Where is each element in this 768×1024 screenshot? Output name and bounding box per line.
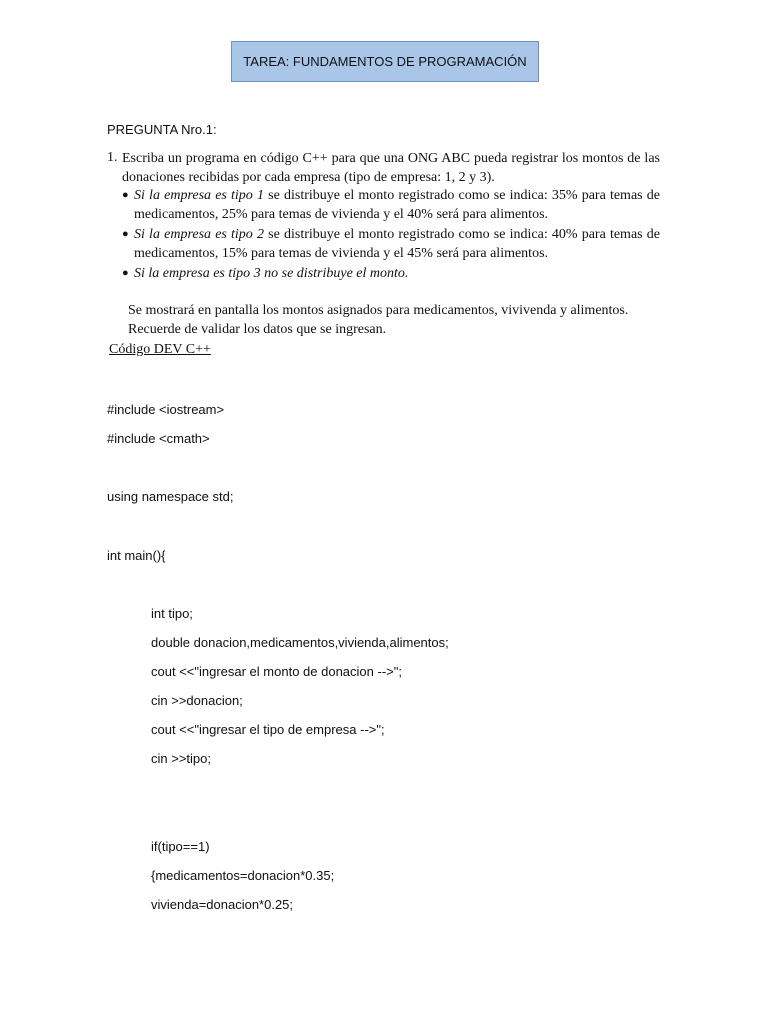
code-line: cout <<"ingresar el monto de donacion -->";	[151, 664, 402, 679]
code-line: int main(){	[107, 548, 166, 563]
bullet-italic: Si la empresa es tipo 1	[134, 188, 264, 203]
code-line: cout <<"ingresar el tipo de empresa -->";	[151, 722, 385, 737]
document-title: TAREA: FUNDAMENTOS DE PROGRAMACIÓN	[243, 54, 527, 69]
code-section-title: Código DEV C++	[109, 342, 211, 357]
code-line: {medicamentos=donacion*0.35;	[151, 868, 335, 883]
bullet-icon: ●	[122, 267, 129, 279]
bullet-italic: Si la empresa es tipo 2	[134, 227, 264, 242]
item-number: 1.	[107, 150, 118, 165]
bullet-item-type2	[134, 225, 660, 263]
note-line-2: Recuerde de validar los datos que se ingresan.	[128, 322, 387, 337]
bullet-italic: Si la empresa es tipo 3 no se distribuye el monto.	[134, 266, 409, 281]
document-title-box	[231, 41, 539, 82]
code-line: cin >>tipo;	[151, 751, 211, 766]
bullet-icon: ●	[122, 228, 129, 240]
question-statement: Escriba un programa en código C++ para que una ONG ABC pueda registrar los montos de las donaciones recibidas por cada empresa (tipo de empresa: 1, 2 y 3).	[122, 151, 660, 185]
bullet-text: se distribuye el monto registrado como se indica: 35% para temas de medicamentos, 25% para temas de vivienda y el 40% será para alimentos.	[134, 188, 660, 222]
bullet-icon: ●	[122, 189, 129, 201]
question-heading: PREGUNTA Nro.1:	[107, 122, 217, 137]
note-line-1: Se mostrará en pantalla los montos asignados para medicamentos, vivivenda y alimentos.	[128, 303, 629, 318]
code-line: if(tipo==1)	[151, 839, 210, 854]
code-line: double donacion,medicamentos,vivienda,alimentos;	[151, 635, 449, 650]
bullet-item-type3	[134, 264, 660, 283]
code-line: #include <cmath>	[107, 431, 210, 446]
code-line: #include <iostream>	[107, 402, 225, 417]
code-line: using namespace std;	[107, 489, 234, 504]
bullet-text: se distribuye el monto registrado como se indica: 40% para temas de medicamentos, 15% para temas de vivienda y el 45% será para alimentos.	[134, 227, 660, 261]
code-line: vivienda=donacion*0.25;	[151, 897, 294, 912]
code-line: int tipo;	[151, 606, 193, 621]
bullet-item-type1	[134, 186, 660, 224]
code-line: cin >>donacion;	[151, 693, 243, 708]
